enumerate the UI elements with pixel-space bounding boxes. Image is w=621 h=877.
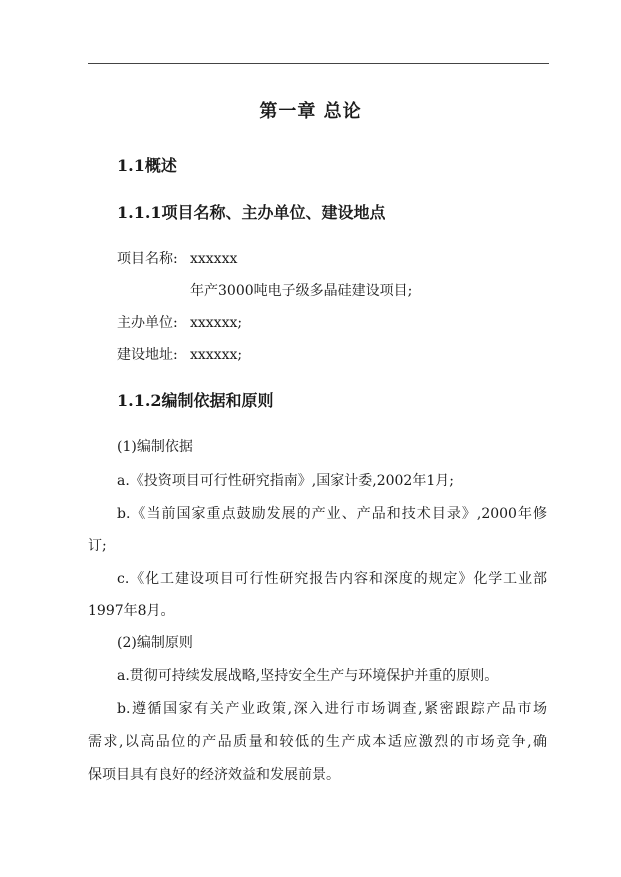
site-value: xxxxxx;	[190, 347, 243, 363]
basis-item-b-line1: b.《当前国家重点鼓励发展的产业、产品和技术目录》,2000年修	[117, 506, 547, 522]
basis-item-c-line1: c.《化工建设项目可行性研究报告内容和深度的规定》化学工业部	[117, 571, 547, 587]
principles-heading: (2)编制原则	[117, 635, 193, 651]
section-1-1-2-heading: 1.1.2编制依据和原则	[117, 391, 274, 410]
principles-item-a: a.贯彻可持续发展战略,坚持安全生产与环境保护并重的原则。	[117, 668, 499, 684]
principles-item-b-line2: 需求,以高品位的产品质量和较低的生产成本适应激烈的市场竞争,确	[88, 734, 547, 750]
principles-item-b-line3: 保项目具有良好的经济效益和发展前景。	[88, 767, 340, 783]
sponsor-label: 主办单位:	[117, 315, 178, 331]
section-1-1-1-heading: 1.1.1项目名称、主办单位、建设地点	[117, 203, 386, 222]
chapter-title: 第一章 总论	[259, 101, 362, 122]
project-name-label: 项目名称:	[117, 251, 178, 267]
basis-item-c-line2: 1997年8月。	[88, 603, 175, 619]
principles-item-b-line1: b.遵循国家有关产业政策,深入进行市场调查,紧密跟踪产品市场	[117, 701, 547, 717]
sponsor-value: xxxxxx;	[190, 315, 243, 331]
header-rule	[88, 63, 549, 64]
site-label: 建设地址:	[117, 347, 178, 363]
project-name-desc: 年产3000吨电子级多晶硅建设项目;	[190, 283, 413, 299]
basis-heading: (1)编制依据	[117, 439, 193, 455]
project-name-value: xxxxxx	[190, 251, 238, 267]
basis-item-a: a.《投资项目可行性研究指南》,国家计委,2002年1月;	[117, 473, 454, 489]
basis-item-b-line2: 订;	[88, 538, 107, 554]
section-1-1-heading: 1.1概述	[117, 156, 177, 175]
